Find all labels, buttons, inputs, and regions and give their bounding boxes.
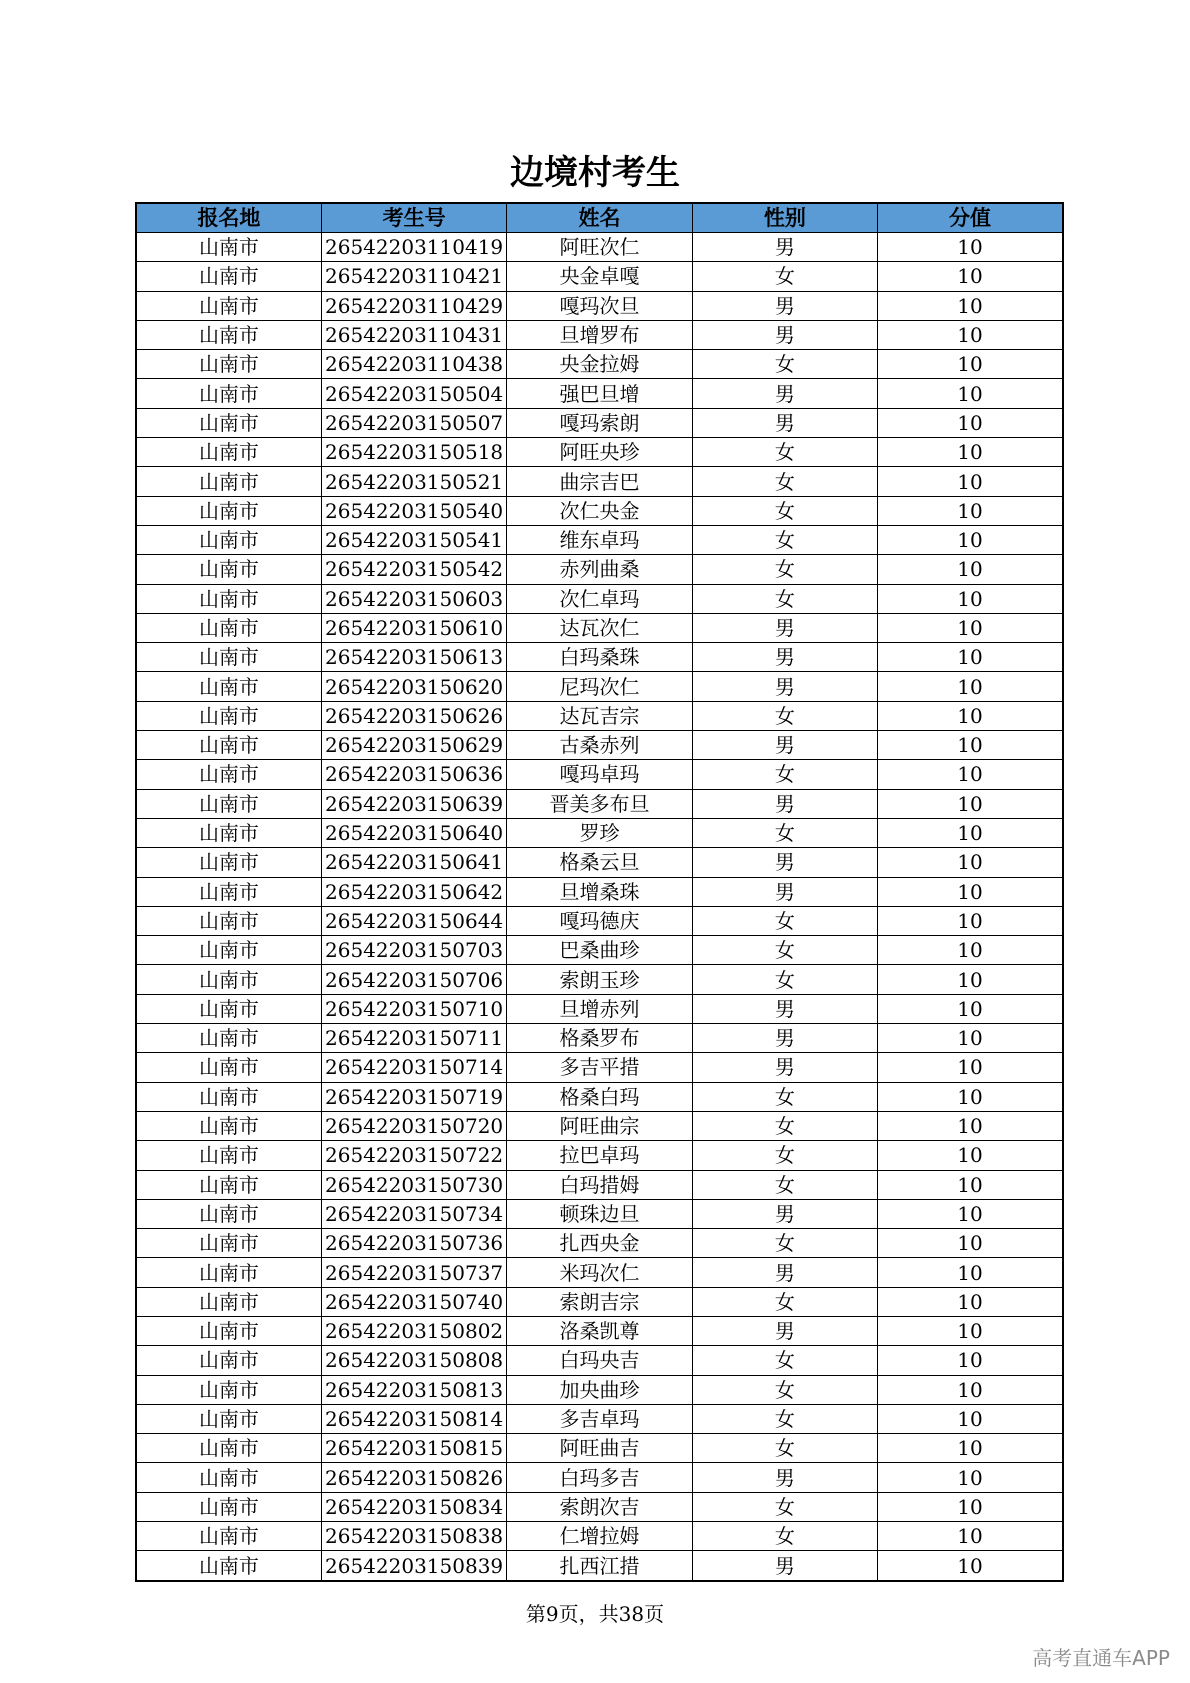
cell-score: 10 [878, 1434, 1063, 1463]
cell-score: 10 [878, 936, 1063, 965]
header-row [136, 203, 1063, 233]
cell-registration-place: 山南市 [136, 1463, 321, 1492]
cell-candidate-number: 26542203150644 [321, 906, 506, 935]
cell-score: 10 [878, 467, 1063, 496]
cell-gender: 女 [692, 906, 877, 935]
table-row [136, 1551, 1063, 1581]
cell-gender: 男 [692, 1024, 877, 1053]
cell-score: 10 [878, 760, 1063, 789]
cell-candidate-number: 26542203150814 [321, 1404, 506, 1433]
cell-registration-place: 山南市 [136, 233, 321, 262]
cell-registration-place: 山南市 [136, 1346, 321, 1375]
cell-registration-place: 山南市 [136, 701, 321, 730]
cell-name: 旦增赤列 [507, 994, 692, 1023]
cell-registration-place: 山南市 [136, 1053, 321, 1082]
cell-score: 10 [878, 1346, 1063, 1375]
cell-gender: 男 [692, 1551, 877, 1581]
cell-score: 10 [878, 1082, 1063, 1111]
cell-gender: 女 [692, 1346, 877, 1375]
cell-name: 米玛次仁 [507, 1258, 692, 1287]
cell-gender: 女 [692, 525, 877, 554]
cell-name: 旦增罗布 [507, 320, 692, 349]
table-row [136, 525, 1063, 554]
cell-registration-place: 山南市 [136, 760, 321, 789]
cell-name: 次仁卓玛 [507, 584, 692, 613]
table-row [136, 1492, 1063, 1521]
cell-registration-place: 山南市 [136, 965, 321, 994]
cell-gender: 女 [692, 1404, 877, 1433]
cell-registration-place: 山南市 [136, 1170, 321, 1199]
cell-candidate-number: 26542203110438 [321, 350, 506, 379]
cell-candidate-number: 26542203150734 [321, 1199, 506, 1228]
cell-candidate-number: 26542203150507 [321, 408, 506, 437]
cell-name: 尼玛次仁 [507, 672, 692, 701]
table-row [136, 789, 1063, 818]
cell-name: 扎西江措 [507, 1551, 692, 1581]
cell-gender: 女 [692, 1111, 877, 1140]
cell-score: 10 [878, 1111, 1063, 1140]
cell-candidate-number: 26542203150740 [321, 1287, 506, 1316]
table-header [136, 203, 1063, 233]
cell-score: 10 [878, 1492, 1063, 1521]
cell-name: 扎西央金 [507, 1229, 692, 1258]
table-row [136, 1375, 1063, 1404]
cell-name: 阿旺曲宗 [507, 1111, 692, 1140]
cell-candidate-number: 26542203150641 [321, 848, 506, 877]
cell-score: 10 [878, 350, 1063, 379]
table-row [136, 1404, 1063, 1433]
cell-registration-place: 山南市 [136, 1229, 321, 1258]
cell-name: 达瓦次仁 [507, 613, 692, 642]
cell-registration-place: 山南市 [136, 408, 321, 437]
cell-name: 仁增拉姆 [507, 1522, 692, 1551]
cell-candidate-number: 26542203150603 [321, 584, 506, 613]
cell-gender: 女 [692, 965, 877, 994]
cell-gender: 女 [692, 555, 877, 584]
table-row [136, 965, 1063, 994]
cell-candidate-number: 26542203150706 [321, 965, 506, 994]
cell-candidate-number: 26542203150808 [321, 1346, 506, 1375]
table-row [136, 1229, 1063, 1258]
cell-registration-place: 山南市 [136, 906, 321, 935]
table-row [136, 1346, 1063, 1375]
cell-gender: 男 [692, 1053, 877, 1082]
cell-score: 10 [878, 408, 1063, 437]
cell-score: 10 [878, 262, 1063, 291]
cell-score: 10 [878, 1551, 1063, 1581]
table-row [136, 1316, 1063, 1345]
table-row [136, 1170, 1063, 1199]
cell-registration-place: 山南市 [136, 672, 321, 701]
cell-name: 格桑白玛 [507, 1082, 692, 1111]
cell-registration-place: 山南市 [136, 379, 321, 408]
cell-candidate-number: 26542203150703 [321, 936, 506, 965]
cell-gender: 男 [692, 672, 877, 701]
cell-gender: 男 [692, 643, 877, 672]
cell-registration-place: 山南市 [136, 262, 321, 291]
cell-score: 10 [878, 1404, 1063, 1433]
cell-name: 索朗次吉 [507, 1492, 692, 1521]
cell-score: 10 [878, 1316, 1063, 1345]
cell-name: 格桑云旦 [507, 848, 692, 877]
cell-candidate-number: 26542203150620 [321, 672, 506, 701]
cell-gender: 女 [692, 262, 877, 291]
cell-candidate-number: 26542203110429 [321, 291, 506, 320]
cell-name: 洛桑凯尊 [507, 1316, 692, 1345]
cell-candidate-number: 26542203150626 [321, 701, 506, 730]
table-row [136, 994, 1063, 1023]
header-name: 姓名 [507, 203, 692, 233]
cell-gender: 女 [692, 438, 877, 467]
cell-gender: 女 [692, 350, 877, 379]
cell-score: 10 [878, 525, 1063, 554]
cell-score: 10 [878, 994, 1063, 1023]
cell-candidate-number: 26542203150642 [321, 877, 506, 906]
table-row [136, 643, 1063, 672]
cell-registration-place: 山南市 [136, 525, 321, 554]
cell-score: 10 [878, 1199, 1063, 1228]
cell-registration-place: 山南市 [136, 643, 321, 672]
cell-candidate-number: 26542203150722 [321, 1141, 506, 1170]
cell-gender: 女 [692, 701, 877, 730]
cell-score: 10 [878, 1522, 1063, 1551]
page-number: 第9页，共38页 [525, 1602, 665, 1626]
cell-score: 10 [878, 1258, 1063, 1287]
cell-name: 古桑赤列 [507, 731, 692, 760]
cell-gender: 女 [692, 818, 877, 847]
cell-gender: 男 [692, 291, 877, 320]
table-row [136, 408, 1063, 437]
table-row [136, 701, 1063, 730]
cell-score: 10 [878, 672, 1063, 701]
cell-gender: 男 [692, 613, 877, 642]
cell-candidate-number: 26542203150542 [321, 555, 506, 584]
table-row [136, 877, 1063, 906]
cell-score: 10 [878, 1170, 1063, 1199]
cell-score: 10 [878, 555, 1063, 584]
cell-gender: 女 [692, 1082, 877, 1111]
cell-gender: 女 [692, 1229, 877, 1258]
cell-name: 多吉平措 [507, 1053, 692, 1082]
cell-name: 曲宗吉巴 [507, 467, 692, 496]
cell-registration-place: 山南市 [136, 467, 321, 496]
cell-name: 赤列曲桑 [507, 555, 692, 584]
cell-name: 达瓦吉宗 [507, 701, 692, 730]
cell-score: 10 [878, 233, 1063, 262]
cell-candidate-number: 26542203150629 [321, 731, 506, 760]
cell-score: 10 [878, 906, 1063, 935]
table-row [136, 1024, 1063, 1053]
cell-registration-place: 山南市 [136, 994, 321, 1023]
cell-candidate-number: 26542203150826 [321, 1463, 506, 1492]
cell-registration-place: 山南市 [136, 555, 321, 584]
table-row [136, 291, 1063, 320]
cell-gender: 女 [692, 1375, 877, 1404]
cell-score: 10 [878, 731, 1063, 760]
cell-candidate-number: 26542203150839 [321, 1551, 506, 1581]
cell-gender: 男 [692, 379, 877, 408]
cell-score: 10 [878, 701, 1063, 730]
candidate-table [135, 202, 1064, 1582]
table-row [136, 584, 1063, 613]
cell-candidate-number: 26542203150518 [321, 438, 506, 467]
cell-score: 10 [878, 1287, 1063, 1316]
cell-name: 央金卓嘎 [507, 262, 692, 291]
cell-name: 白玛多吉 [507, 1463, 692, 1492]
cell-name: 旦增桑珠 [507, 877, 692, 906]
cell-registration-place: 山南市 [136, 848, 321, 877]
cell-name: 顿珠边旦 [507, 1199, 692, 1228]
cell-score: 10 [878, 379, 1063, 408]
cell-score: 10 [878, 877, 1063, 906]
cell-candidate-number: 26542203150838 [321, 1522, 506, 1551]
cell-name: 阿旺次仁 [507, 233, 692, 262]
cell-registration-place: 山南市 [136, 1082, 321, 1111]
cell-name: 白玛措姆 [507, 1170, 692, 1199]
header-gender: 性别 [692, 203, 877, 233]
cell-name: 强巴旦增 [507, 379, 692, 408]
cell-registration-place: 山南市 [136, 936, 321, 965]
table-row [136, 1258, 1063, 1287]
cell-gender: 男 [692, 994, 877, 1023]
cell-registration-place: 山南市 [136, 1141, 321, 1170]
cell-gender: 女 [692, 936, 877, 965]
cell-registration-place: 山南市 [136, 818, 321, 847]
cell-score: 10 [878, 320, 1063, 349]
cell-score: 10 [878, 643, 1063, 672]
table-row [136, 1522, 1063, 1551]
table-row [136, 760, 1063, 789]
cell-name: 多吉卓玛 [507, 1404, 692, 1433]
cell-candidate-number: 26542203150639 [321, 789, 506, 818]
cell-registration-place: 山南市 [136, 1492, 321, 1521]
table-row [136, 233, 1063, 262]
cell-name: 格桑罗布 [507, 1024, 692, 1053]
cell-candidate-number: 26542203150736 [321, 1229, 506, 1258]
cell-score: 10 [878, 965, 1063, 994]
cell-gender: 女 [692, 1434, 877, 1463]
cell-gender: 女 [692, 1170, 877, 1199]
table-row [136, 350, 1063, 379]
cell-registration-place: 山南市 [136, 1375, 321, 1404]
cell-candidate-number: 26542203150730 [321, 1170, 506, 1199]
cell-registration-place: 山南市 [136, 291, 321, 320]
table-row [136, 613, 1063, 642]
table-row [136, 818, 1063, 847]
cell-candidate-number: 26542203150720 [321, 1111, 506, 1140]
cell-name: 白玛央吉 [507, 1346, 692, 1375]
header-candidate-number: 考生号 [321, 203, 506, 233]
cell-candidate-number: 26542203150737 [321, 1258, 506, 1287]
cell-candidate-number: 26542203150815 [321, 1434, 506, 1463]
cell-registration-place: 山南市 [136, 438, 321, 467]
cell-name: 嘎玛卓玛 [507, 760, 692, 789]
table-row [136, 467, 1063, 496]
cell-name: 晋美多布旦 [507, 789, 692, 818]
cell-gender: 男 [692, 1258, 877, 1287]
cell-gender: 女 [692, 496, 877, 525]
cell-candidate-number: 26542203150711 [321, 1024, 506, 1053]
cell-gender: 女 [692, 1287, 877, 1316]
cell-gender: 女 [692, 1522, 877, 1551]
cell-name: 索朗玉珍 [507, 965, 692, 994]
cell-gender: 男 [692, 1199, 877, 1228]
table-row [136, 1463, 1063, 1492]
cell-score: 10 [878, 1229, 1063, 1258]
cell-name: 白玛桑珠 [507, 643, 692, 672]
cell-score: 10 [878, 438, 1063, 467]
cell-registration-place: 山南市 [136, 496, 321, 525]
cell-candidate-number: 26542203150504 [321, 379, 506, 408]
cell-candidate-number: 26542203110431 [321, 320, 506, 349]
cell-name: 次仁央金 [507, 496, 692, 525]
cell-registration-place: 山南市 [136, 1522, 321, 1551]
cell-score: 10 [878, 1024, 1063, 1053]
cell-name: 维东卓玛 [507, 525, 692, 554]
cell-score: 10 [878, 496, 1063, 525]
cell-registration-place: 山南市 [136, 789, 321, 818]
table-row [136, 438, 1063, 467]
cell-name: 嘎玛德庆 [507, 906, 692, 935]
cell-gender: 男 [692, 1463, 877, 1492]
table-body [136, 233, 1063, 1581]
table-row [136, 1434, 1063, 1463]
watermark: 高考直通车APP [1032, 1646, 1170, 1670]
cell-registration-place: 山南市 [136, 613, 321, 642]
table-row [136, 1053, 1063, 1082]
table-row [136, 1111, 1063, 1140]
cell-gender: 女 [692, 467, 877, 496]
cell-candidate-number: 26542203150636 [321, 760, 506, 789]
cell-score: 10 [878, 818, 1063, 847]
table-row [136, 496, 1063, 525]
cell-candidate-number: 26542203150613 [321, 643, 506, 672]
cell-registration-place: 山南市 [136, 1404, 321, 1433]
cell-score: 10 [878, 1141, 1063, 1170]
cell-score: 10 [878, 848, 1063, 877]
cell-name: 央金拉姆 [507, 350, 692, 379]
cell-gender: 男 [692, 789, 877, 818]
cell-gender: 女 [692, 584, 877, 613]
cell-candidate-number: 26542203150714 [321, 1053, 506, 1082]
cell-gender: 男 [692, 233, 877, 262]
header-score: 分值 [878, 203, 1063, 233]
page-title: 边境村考生 [510, 153, 680, 193]
cell-registration-place: 山南市 [136, 1551, 321, 1581]
cell-registration-place: 山南市 [136, 731, 321, 760]
cell-registration-place: 山南市 [136, 1258, 321, 1287]
table-row [136, 906, 1063, 935]
cell-candidate-number: 26542203150541 [321, 525, 506, 554]
cell-score: 10 [878, 613, 1063, 642]
header-registration-place: 报名地 [136, 203, 321, 233]
table-row [136, 731, 1063, 760]
cell-name: 巴桑曲珍 [507, 936, 692, 965]
cell-candidate-number: 26542203150719 [321, 1082, 506, 1111]
table-row [136, 555, 1063, 584]
cell-registration-place: 山南市 [136, 1316, 321, 1345]
cell-name: 嘎玛索朗 [507, 408, 692, 437]
cell-score: 10 [878, 789, 1063, 818]
cell-name: 加央曲珍 [507, 1375, 692, 1404]
cell-name: 嘎玛次旦 [507, 291, 692, 320]
cell-name: 索朗吉宗 [507, 1287, 692, 1316]
cell-candidate-number: 26542203150540 [321, 496, 506, 525]
table-row [136, 1199, 1063, 1228]
cell-gender: 女 [692, 1492, 877, 1521]
cell-candidate-number: 26542203150640 [321, 818, 506, 847]
cell-score: 10 [878, 584, 1063, 613]
cell-registration-place: 山南市 [136, 1199, 321, 1228]
cell-candidate-number: 26542203150802 [321, 1316, 506, 1345]
cell-gender: 男 [692, 731, 877, 760]
cell-candidate-number: 26542203150710 [321, 994, 506, 1023]
cell-gender: 女 [692, 1141, 877, 1170]
cell-gender: 男 [692, 320, 877, 349]
cell-registration-place: 山南市 [136, 1287, 321, 1316]
cell-registration-place: 山南市 [136, 877, 321, 906]
cell-candidate-number: 26542203110421 [321, 262, 506, 291]
cell-registration-place: 山南市 [136, 320, 321, 349]
cell-registration-place: 山南市 [136, 1434, 321, 1463]
cell-registration-place: 山南市 [136, 350, 321, 379]
cell-gender: 男 [692, 848, 877, 877]
cell-candidate-number: 26542203150610 [321, 613, 506, 642]
cell-candidate-number: 26542203150834 [321, 1492, 506, 1521]
cell-gender: 男 [692, 1316, 877, 1345]
cell-gender: 男 [692, 408, 877, 437]
cell-score: 10 [878, 1053, 1063, 1082]
cell-candidate-number: 26542203110419 [321, 233, 506, 262]
table-row [136, 848, 1063, 877]
table-row [136, 1082, 1063, 1111]
cell-score: 10 [878, 1375, 1063, 1404]
cell-score: 10 [878, 1463, 1063, 1492]
cell-candidate-number: 26542203150521 [321, 467, 506, 496]
cell-name: 阿旺曲吉 [507, 1434, 692, 1463]
cell-name: 拉巴卓玛 [507, 1141, 692, 1170]
cell-name: 罗珍 [507, 818, 692, 847]
table-row [136, 1287, 1063, 1316]
cell-candidate-number: 26542203150813 [321, 1375, 506, 1404]
cell-registration-place: 山南市 [136, 1024, 321, 1053]
table-row [136, 379, 1063, 408]
cell-score: 10 [878, 291, 1063, 320]
cell-registration-place: 山南市 [136, 1111, 321, 1140]
cell-gender: 男 [692, 877, 877, 906]
cell-registration-place: 山南市 [136, 584, 321, 613]
table-row [136, 320, 1063, 349]
table-row [136, 1141, 1063, 1170]
cell-name: 阿旺央珍 [507, 438, 692, 467]
table-row [136, 262, 1063, 291]
table-row [136, 936, 1063, 965]
table-row [136, 672, 1063, 701]
cell-gender: 女 [692, 760, 877, 789]
